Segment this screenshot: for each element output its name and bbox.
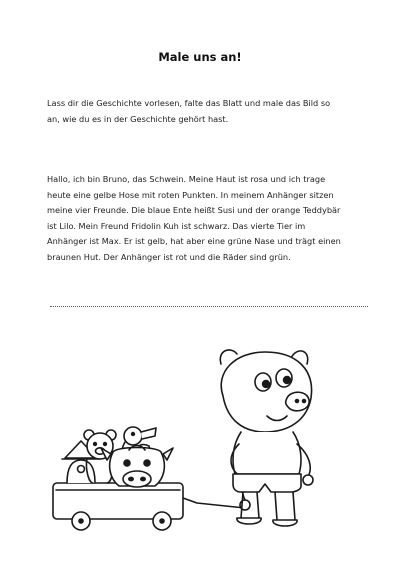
story-line: ist Lilo. Mein Freund Fridolin Kuh ist schwarz. Das vierte Tier im [47,220,306,231]
wheel-icon [153,512,171,530]
instruction-line: Lass dir die Geschichte vorlesen, falte das Blatt und male das Bild so [47,98,331,108]
instruction-paragraph [47,96,365,127]
pig-pulling-wagon-icon [45,340,345,540]
wheel-icon [72,512,90,530]
story-paragraph [47,172,365,266]
coloring-illustration [45,340,345,540]
pig-bruno-icon [220,350,313,526]
story-line: Anhänger ist Max. Er ist gelb, hat aber eine grüne Nase und trägt einen [47,236,341,247]
story-line: heute eine gelbe Hose mit roten Punkten. In meinem Anhänger sitzen [47,189,334,200]
tow-bar-icon [183,498,245,508]
story-line: Hallo, ich bin Bruno, das Schwein. Meine Haut ist rosa und ich trage [47,174,326,184]
story-line: meine vier Freunde. Die blaue Ente heißt Susi und der orange Teddybär [47,205,341,216]
story-line: braunen Hut. Der Anhänger ist rot und die Räder sind grün. [47,251,291,262]
page-title: Male uns an! [158,50,242,64]
fold-line [50,306,368,307]
instruction-line: an, wie du es in der Geschichte gehört hast. [47,113,229,124]
